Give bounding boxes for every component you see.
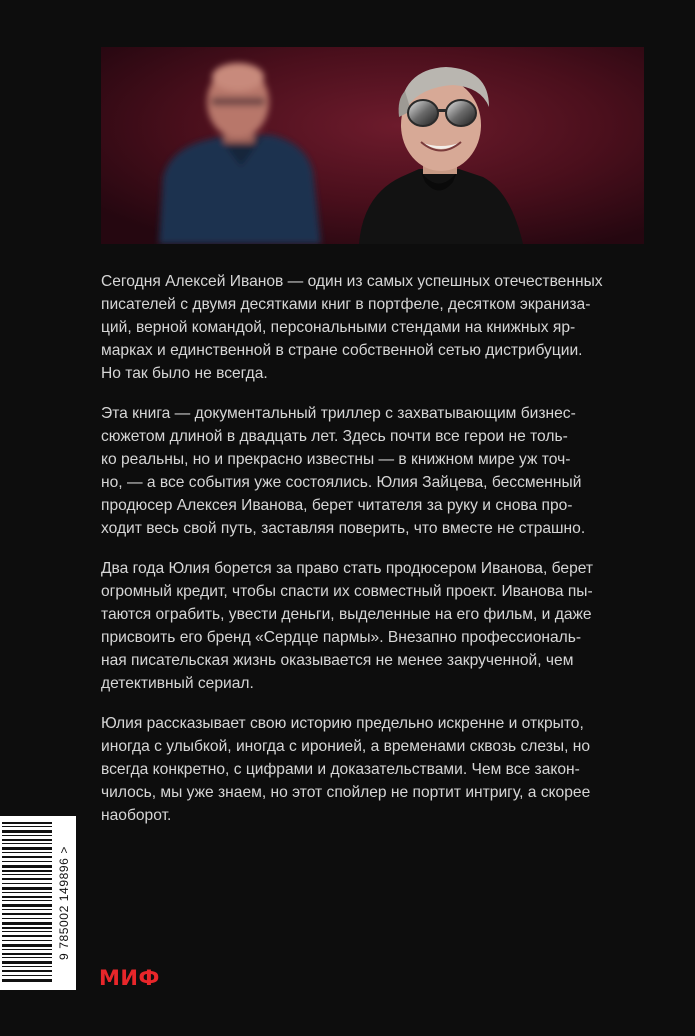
annotation-text bbox=[101, 270, 649, 844]
paragraph-conclusion: Юлия рассказывает свою историю предельно искренне и открыто, иногда с улыбкой, иногда с иронией, а временами сквозь слезы, но всегда конкретно, с цифрами и доказательствами. Чем все закон- чилось, мы уже знаем, но этот спойлер не портит интригу, а скорее наоборот. bbox=[101, 715, 591, 824]
paragraph-intro: Сегодня Алексей Иванов — один из самых успешных отечественных писателей с двумя десятками книг в портфеле, десятком экраниза- ций, верной командой, персональными стендами на книжных яр- марках и единственной в стране собственной сетью дистрибуции. Но так было не всегда. bbox=[101, 273, 603, 382]
isbn-digits: 9 785002 149896 > bbox=[57, 846, 71, 960]
authors-photo bbox=[101, 47, 644, 244]
isbn-barcode bbox=[0, 816, 76, 990]
photo-illustration bbox=[101, 47, 644, 244]
paragraph-book-description: Эта книга — документальный триллер с захватывающим бизнес- сюжетом длиной в двадцать лет. Здесь почти все герои не толь- ко реальны, но и прекрасно известны — в книжном мире уж точ- но, — а все события уже состоялись. Юлия Зайцева, бессменный продюсер Алексея Иванова, берет читателя за руку и снова про- ходит весь свой путь, заставляя поверить, что вместе не страшно. bbox=[101, 405, 586, 537]
publisher-logo: МИФ bbox=[99, 966, 160, 990]
paragraph-plot: Два года Юлия борется за право стать продюсером Иванова, берет огромный кредит, чтобы спасти их совместный проект. Иванова пы- таются ограбить, увести деньги, выделенные на его фильм, и даже присвоить его бренд «Сердце пармы». Внезапно профессиональ- ная писательская жизнь оказывается не менее закрученной, чем детективный сериал. bbox=[101, 560, 594, 692]
